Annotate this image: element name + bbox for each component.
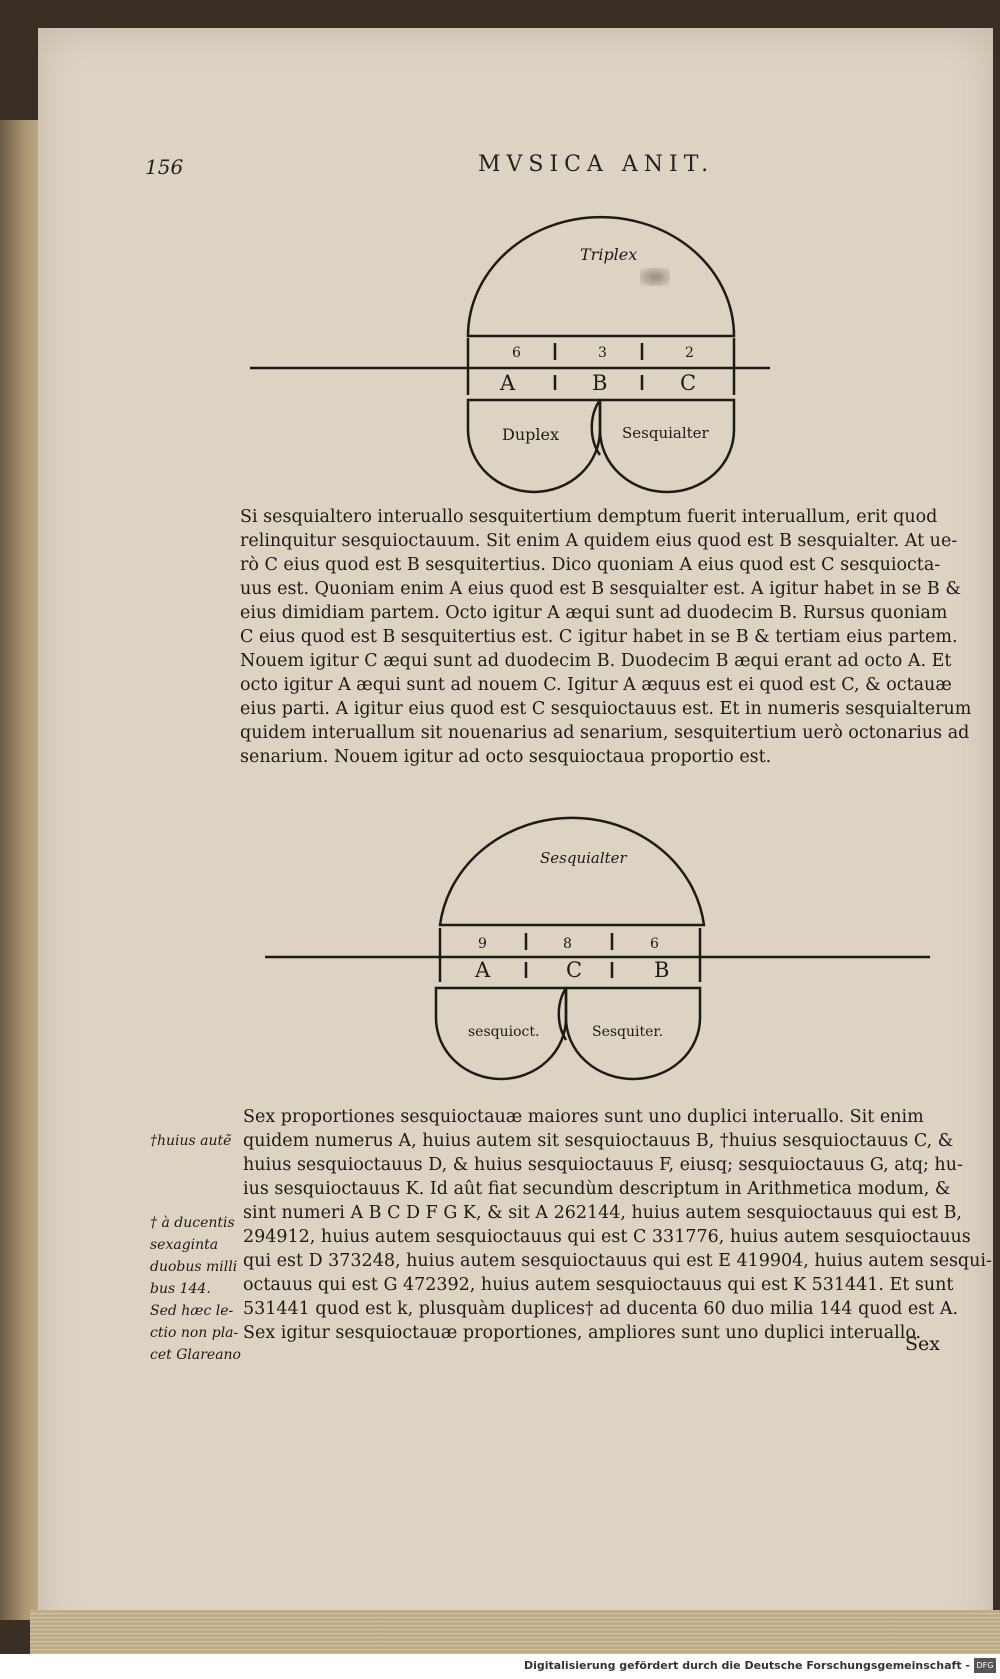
figure-2-number: 6 xyxy=(650,936,659,952)
catchword: Sex xyxy=(905,1333,940,1355)
margin-note-line: sexaginta xyxy=(150,1237,219,1253)
figure-2-letter: C xyxy=(566,958,583,982)
text-line: eius parti. A igitur eius quod est C sesquioctauus est. Et in numeris sesquialterum xyxy=(240,699,972,719)
margin-note-2 xyxy=(150,1212,241,1366)
running-title: MVSICA ANIT. xyxy=(478,152,715,177)
figure-1-left-label: Duplex xyxy=(502,425,559,444)
text-line: quidem numerus A, huius autem sit sesquioctauus B, †huius sesquioctauus C, & xyxy=(243,1131,954,1151)
figure-1-arc-label: Triplex xyxy=(580,245,638,264)
text-line: 531441 quod est k, plusquàm duplices† ad ducenta 60 duo milia 144 quod est A. xyxy=(243,1299,959,1319)
margin-note-line: Sed hæc le- xyxy=(150,1303,234,1319)
text-line: octo igitur A æqui sunt ad nouem C. Igitur A æquus est ei quod est C, & octauæ xyxy=(240,675,952,695)
figure-2-letter: B xyxy=(654,958,670,982)
figure-2-arc xyxy=(440,818,704,925)
figure-1-letter: A xyxy=(500,371,516,395)
text-line: Sex proportiones sesquioctauæ maiores sunt uno duplici interuallo. Sit enim xyxy=(243,1107,924,1127)
text-line: qui est D 373248, huius autem sesquioctauus qui est E 419904, huius autem sesqui- xyxy=(243,1251,992,1271)
dfg-logo[interactable]: DFG xyxy=(974,1658,996,1673)
footer-credit: Digitalisierung gefördert durch die Deutsche Forschungsgemeinschaft - xyxy=(523,1659,970,1672)
margin-note-line: duobus milli xyxy=(150,1259,238,1275)
text-line: ius sesquioctauus K. Id aût fiat secundùm descriptum in Arithmetica modum, & xyxy=(243,1179,951,1199)
text-line: uus est. Quoniam enim A eius quod est B sesquialter est. A igitur habet in se B & xyxy=(240,579,961,599)
text-line: sint numeri A B C D F G K, & sit A 262144, huius autem sesquioctauus qui est B, xyxy=(243,1203,962,1223)
text-line: relinquitur sesquioctauum. Sit enim A quidem eius quod est B sesquialter. At ue- xyxy=(240,531,958,551)
figure-2-number: 9 xyxy=(478,936,487,952)
text-line: Nouem igitur C æqui sunt ad duodecim B. Duodecim B æqui erant ad octo A. Et xyxy=(240,651,952,671)
page-number: 156 xyxy=(145,155,184,179)
footer-bar xyxy=(0,1654,1000,1679)
figure-1-number: 2 xyxy=(685,345,694,361)
figure-1-right-label: Sesquialter xyxy=(622,424,709,442)
figure-1-letter: B xyxy=(592,371,608,395)
margin-note-line: ctio non pla- xyxy=(150,1325,239,1341)
figure-1-letter: C xyxy=(680,371,697,395)
margin-note-line: bus 144. xyxy=(150,1281,211,1297)
margin-note-1: †huius autẽ xyxy=(150,1133,232,1149)
text-line: eius dimidiam partem. Octo igitur A æqui sunt ad duodecim B. Rursus quoniam xyxy=(240,603,948,623)
figure-2-left-label: sesquioct. xyxy=(468,1024,540,1040)
text-line: C eius quod est B sesquitertius est. C igitur habet in se B & tertiam eius partem. xyxy=(240,627,958,647)
text-line: octauus qui est G 472392, huius autem sesquioctauus qui est K 531441. Et sunt xyxy=(243,1275,954,1295)
text-line: senarium. Nouem igitur ad octo sesquioctaua proportio est. xyxy=(240,747,772,767)
text-line: huius sesquioctauus D, & huius sesquioctauus F, eiusq; sesquioctauus G, atq; hu- xyxy=(243,1155,963,1175)
margin-note-line: cet Glareano xyxy=(150,1347,241,1363)
figure-2-number: 8 xyxy=(563,936,572,952)
margin-note-line: † à ducentis xyxy=(150,1215,235,1231)
figure-2-arc-label: Sesquialter xyxy=(540,849,627,867)
figure-2-letter: A xyxy=(475,958,491,982)
text-line: Sex igitur sesquioctauæ proportiones, ampliores sunt uno duplici interuallo. xyxy=(243,1323,922,1343)
paragraph-2 xyxy=(243,1105,992,1345)
text-line: quidem interuallum sit nouenarius ad senarium, sesquitertium uerò octonarius ad xyxy=(240,723,970,743)
text-line: rò C eius quod est B sesquitertius. Dico quoniam A eius quod est C sesquiocta- xyxy=(240,555,941,575)
text-line: 294912, huius autem sesquioctauus qui est C 331776, huius autem sesquioctauus xyxy=(243,1227,971,1247)
figure-2-right-label: Sesquiter. xyxy=(592,1024,664,1040)
text-line: Si sesquialtero interuallo sesquitertium demptum fuerit interuallum, erit quod xyxy=(240,507,938,527)
figure-1-number: 6 xyxy=(512,345,521,361)
figure-1-number: 3 xyxy=(598,345,607,361)
